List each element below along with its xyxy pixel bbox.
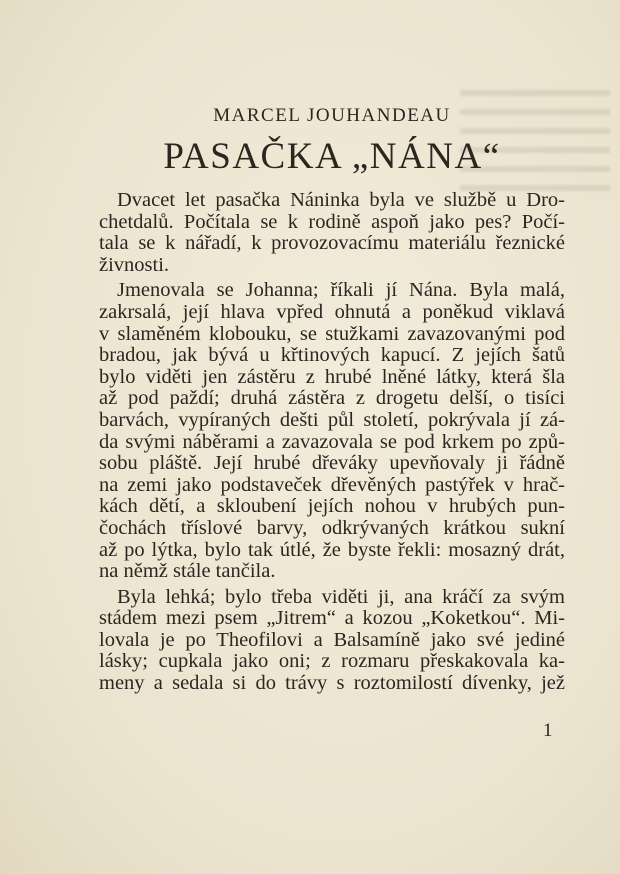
text-line: meny a sedala si do trávy s roztomilostí dívenky, jež (99, 673, 565, 695)
text-line: barvách, vypíraných dešti půl století, pokrývala jí zá- (99, 409, 565, 431)
text-line: Jmenovala se Johanna; říkali jí Nána. Byla malá, (117, 280, 565, 302)
text-line: na zemi jako podstaveček dřevěných pastýřek v hrač- (99, 474, 565, 496)
paragraph-1 (99, 190, 565, 276)
text-line: chetdalů. Počítala se k rodině aspoň jako pes? Počí- (99, 211, 565, 233)
paragraph-3 (99, 587, 565, 695)
text-line: na němž stále tančila. (99, 561, 276, 583)
text-line: kách dětí, a skloubení jejích nohou v hrubých pun- (99, 496, 565, 518)
chapter-title: PASAČKA „NÁNA“ (163, 136, 501, 177)
text-line: sobu pláště. Její hrubé dřeváky upevňovaly ji řádně (99, 453, 565, 475)
page-number: 1 (543, 720, 553, 741)
text-line: stádem mezi psem „Jitrem“ a kozou „Koketkou“. Mi- (99, 608, 565, 630)
text-line: bradou, jak bývá u křtinových kapucí. Z jejích šatů (99, 345, 565, 367)
text-line: tala se k nářadí, k provozovacímu materiálu řeznické (99, 233, 565, 255)
text-line: Dvacet let pasačka Náninka byla ve službě u Dro- (117, 190, 565, 211)
text-line: v slaměném klobouku, se stužkami zavazovanými pod (99, 323, 565, 345)
text-line: až po lýtka, bylo tak útlé, že byste řekli: mosazný drát, (99, 539, 565, 561)
text-line: až pod paždí; druhá zástěra z drogetu delší, o tisíci (99, 388, 565, 410)
text-line: bylo viděti jen zástěru z hrubé lněné látky, která šla (99, 366, 565, 388)
page-content (99, 104, 565, 695)
paragraph-2 (99, 280, 565, 582)
text-line: da svými náběrami a zavazovala se pod krkem po způ- (99, 431, 565, 453)
text-line: zakrsalá, její hlava vpřed ohnutá a poněkud viklavá (99, 301, 565, 323)
text-line: lásky; cupkala jako oni; z rozmaru přeskakovala ka- (99, 651, 565, 673)
text-line: čochách tříslové barvy, odkrývaných krátkou sukní (99, 517, 565, 539)
text-line: lovala je po Theofilovi a Balsamíně jako své jediné (99, 629, 565, 651)
author-name: MARCEL JOUHANDEAU (213, 105, 451, 126)
text-line: živnosti. (99, 254, 170, 276)
text-line: Byla lehká; bylo třeba viděti ji, ana kráčí za svým (117, 586, 565, 608)
